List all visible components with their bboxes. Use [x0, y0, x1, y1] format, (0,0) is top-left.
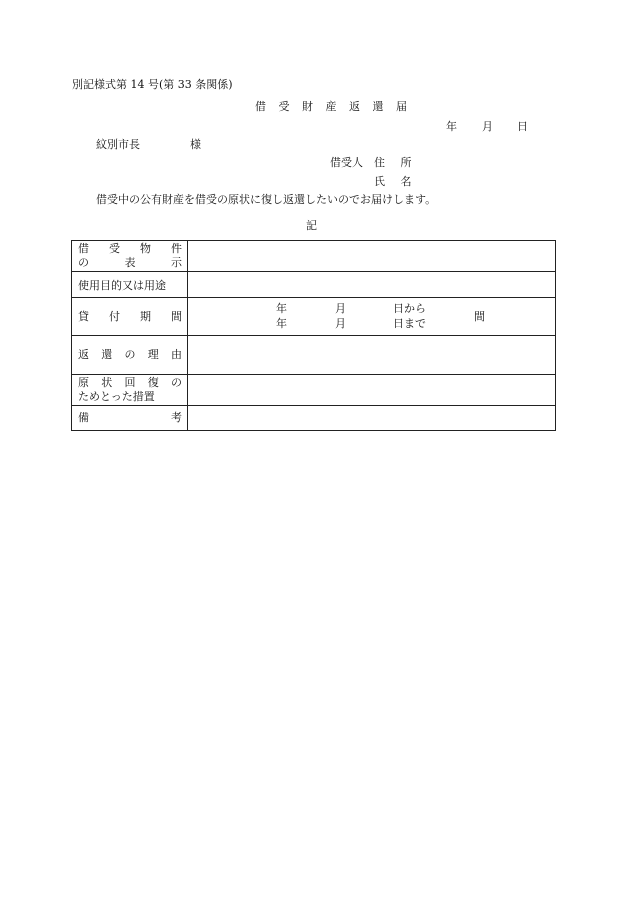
- label-purpose: 使用目的又は用途: [72, 272, 188, 298]
- label-loan-period: 貸 付 期 間: [72, 298, 188, 336]
- date-day-label: 日: [517, 120, 528, 133]
- table-row-item: [72, 241, 556, 272]
- date-year-label: 年: [446, 120, 457, 133]
- ki-heading: 記: [306, 219, 317, 232]
- period-to-day: 日まで: [393, 317, 426, 330]
- label-return-reason: 返 還 の 理 由: [72, 336, 188, 375]
- field-item-description[interactable]: [188, 241, 556, 272]
- period-from-month: 月: [335, 302, 346, 315]
- table-row-reason: [72, 336, 556, 375]
- period-to-month: 月: [335, 317, 346, 330]
- date-month-label: 月: [482, 120, 493, 133]
- field-purpose[interactable]: [188, 272, 556, 298]
- field-remarks[interactable]: [188, 406, 556, 431]
- return-form-table: [71, 240, 556, 431]
- document-title: 借 受 財 産 返 還 届: [255, 100, 412, 113]
- table-row-remarks: [72, 406, 556, 431]
- field-loan-period[interactable]: [188, 298, 556, 336]
- period-from-year: 年: [276, 302, 287, 315]
- period-duration: 間: [474, 310, 485, 323]
- label-restoration-measures: 原 状 回 復 の ためとった措置: [72, 375, 188, 406]
- table-row-purpose: [72, 272, 556, 298]
- form-number: 別記様式第 14 号(第 33 条関係): [72, 78, 233, 91]
- table-row-restoration: [72, 375, 556, 406]
- table-row-period: [72, 298, 556, 336]
- field-return-reason[interactable]: [188, 336, 556, 375]
- borrower-label: 借受人: [330, 156, 363, 169]
- field-restoration-measures[interactable]: [188, 375, 556, 406]
- period-from-day: 日から: [393, 302, 426, 315]
- label-item-description: 借 受 物 件 の 表 示: [72, 241, 188, 272]
- label-remarks: 備 考: [72, 406, 188, 431]
- borrower-address-label: 住 所: [374, 156, 418, 169]
- addressee-honorific: 様: [190, 138, 201, 151]
- borrower-name-label: 氏 名: [374, 175, 418, 188]
- addressee-name: 紋別市長: [96, 138, 140, 151]
- period-to-year: 年: [276, 317, 287, 330]
- statement-text: 借受中の公有財産を借受の原状に復し返還したいのでお届けします。: [96, 193, 437, 206]
